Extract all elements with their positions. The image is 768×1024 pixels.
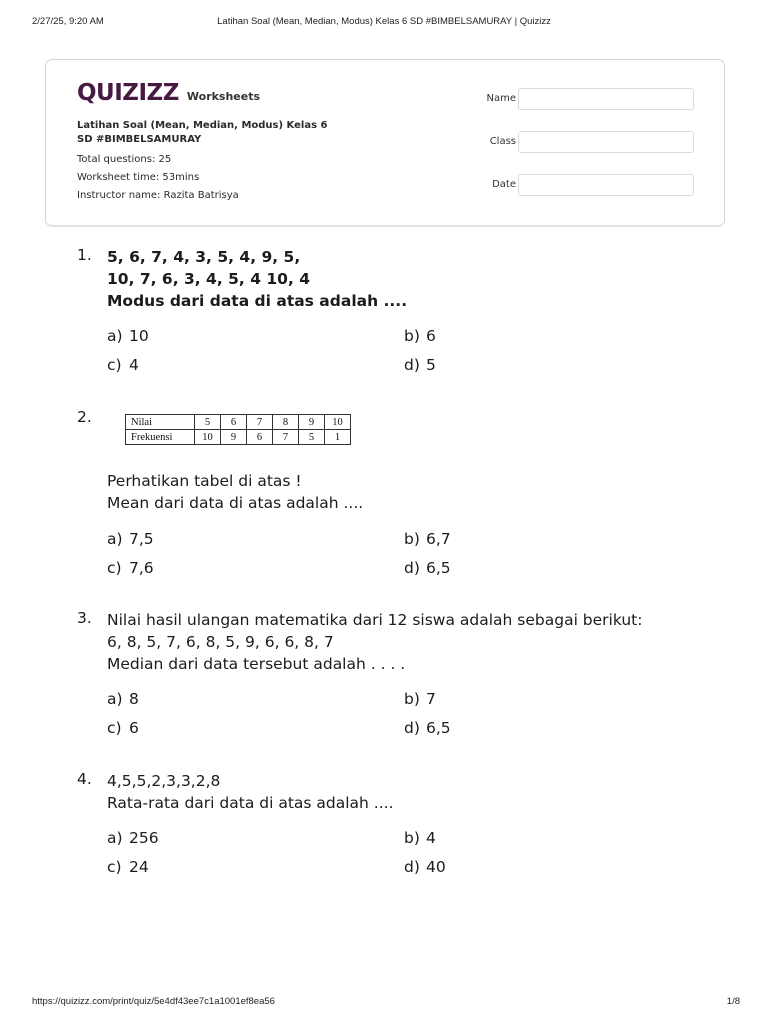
name-label: Name (486, 93, 516, 104)
worksheet-header-card (45, 59, 725, 227)
worksheets-label: Worksheets (186, 90, 261, 103)
question-number: 2. (77, 408, 92, 426)
table-cell: 7 (273, 430, 299, 445)
question-text: 5, 6, 7, 4, 3, 5, 4, 9, 5, 10, 7, 6, 3, 4, 5, 4 10, 4 Modus dari data di atas adalah .... (107, 248, 408, 310)
table-cell: 10 (325, 415, 351, 430)
option-a[interactable]: a) 10 (107, 327, 149, 345)
table-cell: 5 (299, 430, 325, 445)
option-c[interactable]: c) 6 (107, 719, 139, 737)
date-field-row (466, 174, 716, 196)
question-number: 4. (77, 770, 92, 788)
table-cell: Frekuensi (126, 430, 195, 445)
table-cell: 9 (299, 415, 325, 430)
print-url: https://quizizz.com/print/quiz/5e4df43ee7c1a1001ef8ea56 (32, 996, 275, 1007)
brand (77, 80, 260, 106)
question-text: Nilai hasil ulangan matematika dari 12 siswa adalah sebagai berikut: 6, 8, 5, 7, 6, 8, 5, 9, 6, 6, 8, 7 Median dari data tersebut adalah . . . . (107, 611, 643, 673)
table-cell: 7 (247, 415, 273, 430)
option-b[interactable]: b) 4 (404, 829, 436, 847)
table-cell: 10 (195, 430, 221, 445)
option-d[interactable]: d) 40 (404, 858, 446, 876)
class-field[interactable] (518, 131, 694, 153)
option-d[interactable]: d) 5 (404, 356, 436, 374)
option-c[interactable]: c) 7,6 (107, 559, 154, 577)
print-datetime: 2/27/25, 9:20 AM (32, 16, 104, 27)
option-c[interactable]: c) 4 (107, 356, 139, 374)
table-cell: 8 (273, 415, 299, 430)
table-cell: 9 (221, 430, 247, 445)
option-b[interactable]: b) 7 (404, 690, 436, 708)
option-a[interactable]: a) 7,5 (107, 530, 154, 548)
question-text: 4,5,5,2,3,3,2,8 Rata-rata dari data di atas adalah .... (107, 772, 394, 812)
option-c[interactable]: c) 24 (107, 858, 149, 876)
option-a[interactable]: a) 256 (107, 829, 159, 847)
table-cell: 6 (247, 430, 273, 445)
table-cell: 6 (221, 415, 247, 430)
frequency-table (125, 414, 351, 445)
worksheet-time: Worksheet time: 53mins (77, 172, 200, 183)
page-number: 1/8 (726, 996, 740, 1007)
print-title: Latihan Soal (Mean, Median, Modus) Kelas 6 SD #BIMBELSAMURAY | Quizizz (217, 16, 551, 27)
option-d[interactable]: d) 6,5 (404, 559, 451, 577)
date-field[interactable] (518, 174, 694, 196)
option-a[interactable]: a) 8 (107, 690, 139, 708)
class-field-row (466, 131, 716, 153)
option-d[interactable]: d) 6,5 (404, 719, 451, 737)
table-row (126, 415, 351, 430)
question-number: 3. (77, 609, 92, 627)
option-b[interactable]: b) 6,7 (404, 530, 451, 548)
name-field[interactable] (518, 88, 694, 110)
instructor-name: Instructor name: Razita Batrisya (77, 190, 239, 201)
name-field-row (466, 88, 716, 110)
table-row (126, 430, 351, 445)
date-label: Date (492, 179, 516, 190)
table-cell: Nilai (126, 415, 195, 430)
table-cell: 1 (325, 430, 351, 445)
question-number: 1. (77, 246, 92, 264)
total-questions: Total questions: 25 (77, 154, 172, 165)
quizizz-logo: QUIZIZZ (77, 80, 179, 106)
class-label: Class (489, 136, 516, 147)
table-cell: 5 (195, 415, 221, 430)
worksheet-title: Latihan Soal (Mean, Median, Modus) Kelas 6 SD #BIMBELSAMURAY (77, 120, 328, 145)
worksheet-meta (77, 119, 327, 205)
question-text: Perhatikan tabel di atas ! Mean dari data di atas adalah .... (107, 472, 364, 512)
option-b[interactable]: b) 6 (404, 327, 436, 345)
